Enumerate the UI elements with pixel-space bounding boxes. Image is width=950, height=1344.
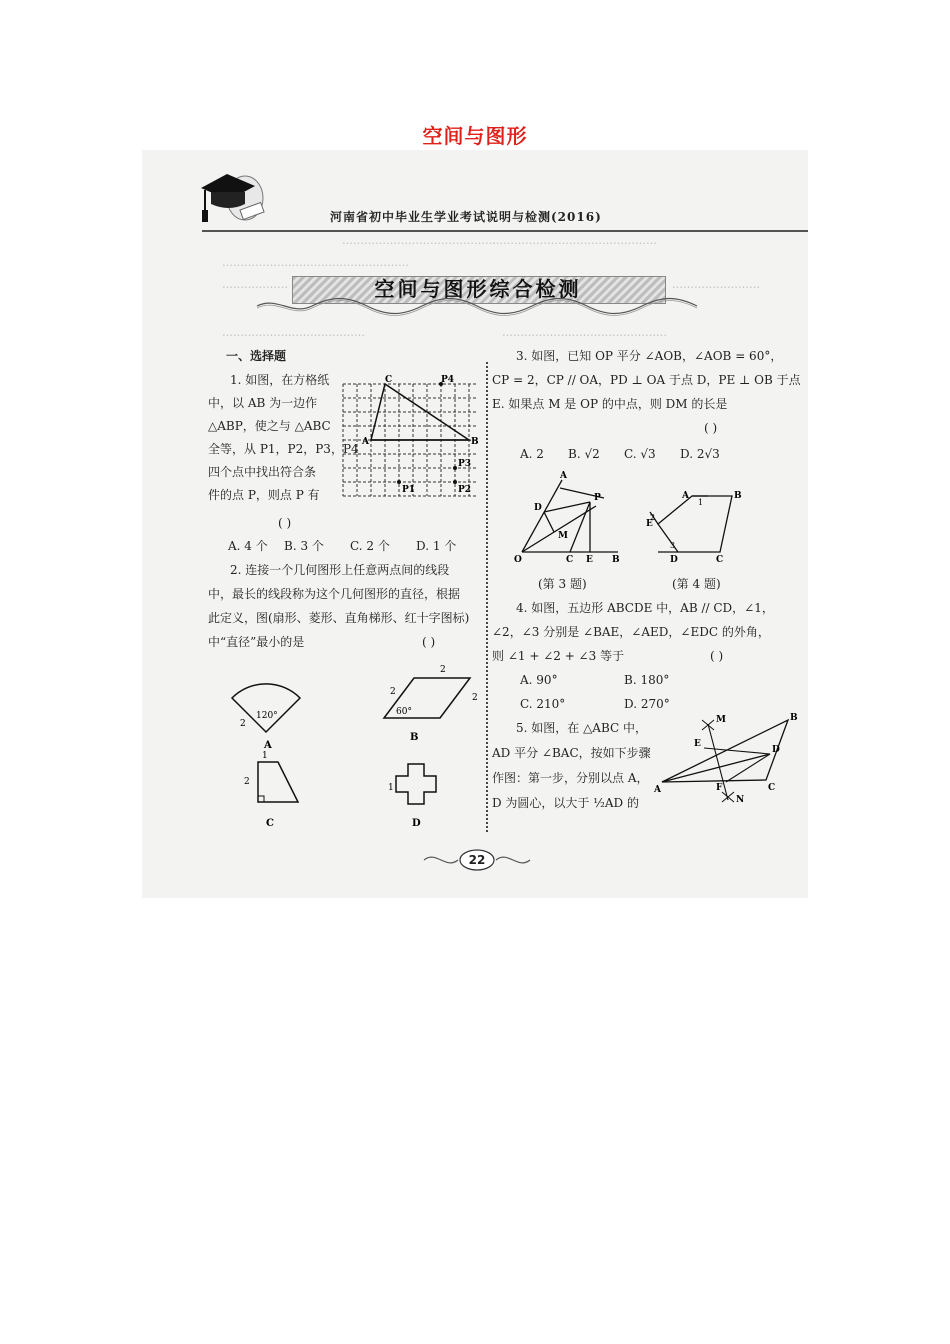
fig-label: P3 [458, 459, 472, 469]
q4-figure [644, 486, 764, 566]
fig-label: A [560, 471, 567, 481]
fig-label: D [534, 503, 542, 513]
q1-line: △ABP，使之与 △ABC [208, 419, 331, 433]
fig-label: 2 [650, 513, 656, 522]
q5-line: 作图：第一步，分别以点 A， [492, 771, 649, 785]
bleed-text: …………………………………………… [222, 256, 409, 269]
bleed-text: ……………… [222, 278, 288, 291]
q1-line: 四个点中找出符合条 [208, 465, 317, 479]
fig-label: E [586, 555, 593, 562]
fig-label: N [736, 795, 745, 805]
fig-label: A [264, 740, 272, 750]
q1-option: B. 3 个 [284, 539, 324, 553]
fig-label: F [716, 783, 723, 793]
q4-option: A. 90° [520, 673, 558, 687]
graduation-cap-icon [197, 168, 267, 230]
q4-option: D. 270° [624, 697, 670, 711]
fig-label: P4 [441, 375, 455, 385]
fig-label: M [558, 531, 568, 541]
bleed-text: …………………………………… [342, 234, 496, 247]
q3-option: A. 2 [520, 447, 544, 461]
q4-option: C. 210° [520, 697, 566, 711]
q3-line: CP = 2，CP // OA，PD ⊥ OA 于点 D，PE ⊥ OB 于点 [492, 373, 801, 387]
fig-label: B [471, 437, 479, 447]
fig-text: 120° [256, 711, 278, 721]
q2-sector-figure [226, 680, 306, 750]
fig-label: D [412, 818, 421, 829]
q2-rhombus-figure [374, 658, 484, 746]
fig-label: A [362, 437, 369, 447]
q2-line: 2. 连接一个几何图形上任意两点间的线段 [230, 563, 450, 577]
fig-label: P2 [458, 485, 472, 495]
fig-text: 2 [390, 687, 396, 697]
fig-label: M [716, 715, 726, 725]
fig-label: B [734, 491, 742, 501]
fig-label: B [790, 713, 798, 723]
q5-line: AD 平分 ∠BAC，按如下步骤 [492, 746, 651, 760]
q4-line: ∠2，∠3 分别是 ∠BAE，∠AED，∠EDC 的外角， [492, 625, 770, 639]
fig-text: 2 [240, 719, 246, 729]
fig-label: P [594, 493, 601, 503]
q1-option: D. 1 个 [416, 539, 457, 553]
fig-text: 60° [396, 707, 412, 717]
bleed-text: …………………… [672, 278, 760, 291]
fig-label: O [514, 555, 522, 562]
fig-label: C [266, 818, 274, 829]
fig-label: 3 [670, 541, 676, 550]
document-title: 空间与图形 [422, 124, 528, 148]
section-heading: 一、选择题 [226, 349, 287, 363]
fig-text: 2 [440, 665, 446, 675]
q3-answer-paren: ( ) [704, 421, 718, 435]
scanned-page [142, 150, 808, 898]
q1-answer-paren: ( ) [278, 516, 292, 530]
fig-text: 1 [388, 783, 394, 793]
q3-line: E. 如果点 M 是 OP 的中点，则 DM 的长是 [492, 397, 728, 411]
column-divider [486, 362, 488, 832]
fig-label: D [670, 555, 678, 565]
ornament-flourish [252, 294, 702, 316]
bleed-text: ……………………………………… [502, 326, 667, 339]
fig-label: D [772, 745, 780, 755]
q3-line: 3. 如图，已知 OP 平分 ∠AOB，∠AOB = 60°， [516, 349, 783, 363]
bleed-text: ……………………………………… [492, 234, 657, 247]
q3-figure [514, 470, 626, 562]
fig-label: C [768, 783, 776, 793]
q1-option: A. 4 个 [228, 539, 268, 553]
q4-option: B. 180° [624, 673, 670, 687]
q5-figure [654, 710, 806, 806]
q5-line: D 为圆心，以大于 ½AD 的 [492, 796, 639, 810]
fig-label: A [654, 785, 661, 795]
fig-label: P1 [402, 485, 416, 495]
q4-answer-paren: ( ) [710, 649, 724, 663]
q3-option: D. 2√3 [680, 447, 720, 461]
fig-label: C [385, 375, 393, 385]
fig-label: B [612, 555, 620, 562]
q2-cross-figure [386, 758, 456, 832]
q1-line: 全等，从 P1，P2，P3，P4 [208, 442, 359, 456]
q4-line: 则 ∠1 + ∠2 + ∠3 等于 [492, 649, 625, 663]
header-rule [202, 230, 808, 232]
q1-option: C. 2 个 [350, 539, 390, 553]
q1-line: 中，以 AB 为一边作 [208, 396, 318, 410]
fig-label: 1 [698, 498, 704, 507]
q2-line: 中，最长的线段称为这个几何图形的直径，根据 [208, 587, 461, 601]
page-number: 22 [468, 853, 486, 867]
q3-option: C. √3 [624, 447, 656, 461]
q3-caption: (第 3 题) [538, 577, 587, 591]
fig-label: C [716, 555, 724, 565]
fig-label: E [646, 519, 653, 529]
q5-line: 5. 如图，在 △ABC 中， [516, 721, 648, 735]
q1-grid-figure [338, 374, 483, 504]
header-book-title: 河南省初中毕业生学业考试说明与检测(2016) [330, 210, 602, 224]
q1-line: 1. 如图，在方格纸 [230, 373, 330, 387]
fig-label: B [410, 732, 419, 743]
bleed-text: ………………………………… [222, 326, 365, 339]
fig-text: 1 [262, 751, 268, 761]
fig-text: 2 [472, 693, 478, 703]
q2-line: 此定义，图(扇形、菱形、直角梯形、红十字图标) [208, 611, 470, 625]
q4-line: 4. 如图，五边形 ABCDE 中，AB // CD，∠1， [516, 601, 774, 615]
q2-line: 中“直径”最小的是 [208, 635, 305, 649]
fig-label: E [694, 739, 701, 749]
fig-label: A [682, 491, 689, 501]
q2-trapezoid-figure [242, 746, 322, 832]
q2-answer-paren: ( ) [422, 635, 436, 649]
fig-label: C [566, 555, 574, 562]
q3-option: B. √2 [568, 447, 600, 461]
q4-caption: (第 4 题) [672, 577, 721, 591]
q1-line: 件的点 P，则点 P 有 [208, 488, 320, 502]
fig-text: 2 [244, 777, 250, 787]
section-title: 空间与图形综合检测 [374, 277, 582, 301]
